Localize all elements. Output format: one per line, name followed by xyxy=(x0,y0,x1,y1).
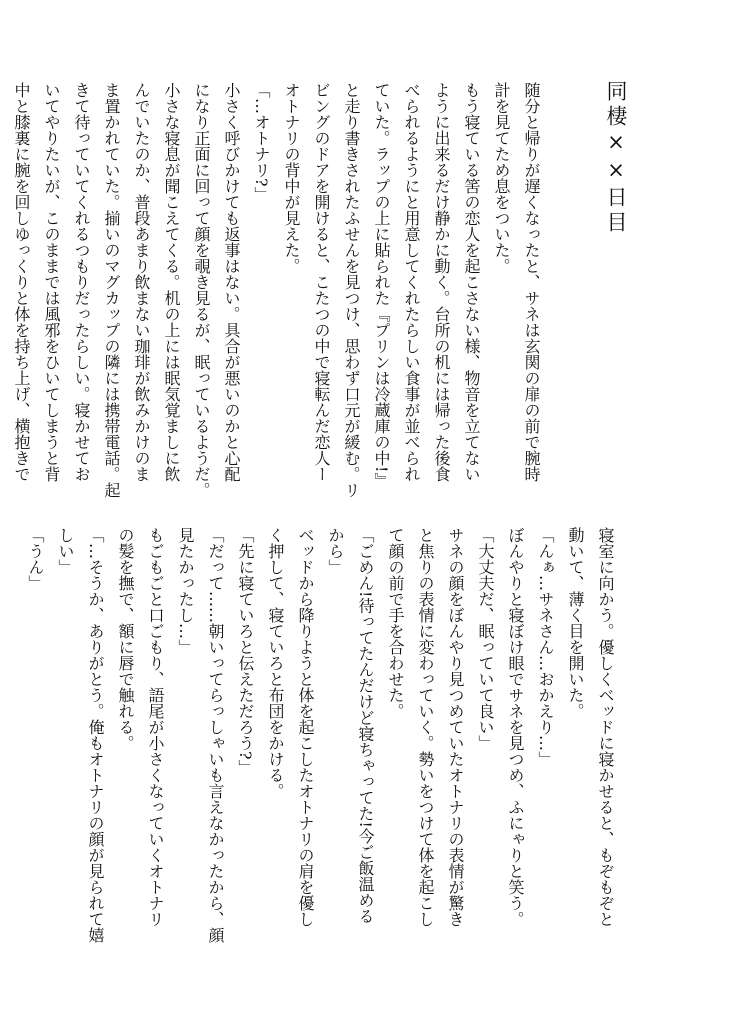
text-line: と焦りの表情に変わっていく。勢いをつけて体を起こし xyxy=(416,527,435,927)
text-line: いてやりたいが、このままでは風邪をひいてしまうと背 xyxy=(42,82,61,482)
text-line: 「…オトナリ?」 xyxy=(252,82,271,203)
body-text-bottom xyxy=(20,527,620,947)
text-line: く押して、寝ていろと布団をかける。 xyxy=(266,527,285,799)
page-title: 同棲××日目 xyxy=(604,80,628,236)
text-line: 「ごめん!待ってたんだけど寝ちゃってた!今ご飯温める xyxy=(356,527,375,924)
text-line: 寝室に向かう。優しくベッドに寝かせると、もぞもぞと xyxy=(596,527,615,927)
text-line: ぼんやりと寝ぼけ眼でサネを見つめ、ふにゃりと笑う。 xyxy=(506,527,525,927)
text-line: べられるようにと用意してくれたらしい食事が並べられ xyxy=(402,82,421,482)
text-line: ていた。ラップの上に貼られた『プリンは冷蔵庫の中!』 xyxy=(372,82,391,489)
text-line: て顔の前で手を合わせた。 xyxy=(386,527,405,719)
text-line: の髪を撫で、額に唇で触れる。 xyxy=(116,527,135,751)
text-line: 計を見てため息をついた。 xyxy=(492,82,511,274)
text-line: もう寝ている筈の恋人を起こさない様、物音を立てない xyxy=(462,82,481,482)
text-line: ように出来るだけ静かに動く。台所の机には帰った後食 xyxy=(432,82,451,482)
text-line: ビングのドアを開けると、こたつの中で寝転んだ恋人ー xyxy=(312,82,331,482)
text-line: 「んぁ…サネさん…おかえり…」 xyxy=(536,527,555,767)
text-line: 随分と帰りが遅くなったと、サネは玄関の扉の前で腕時 xyxy=(522,82,541,482)
text-line: 「うん」 xyxy=(26,527,45,591)
text-line: になり正面に回って顔を覗き見るが、眠っているようだ。 xyxy=(192,82,211,498)
text-line: 「先に寝ていろと伝えただろう?」 xyxy=(236,527,255,776)
text-line: 小さな寝息が聞こえてくる。机の上には眠気覚ましに飲 xyxy=(162,82,181,482)
text-line: から」 xyxy=(326,527,345,575)
text-line: ま置かれていた。揃いのマグカップの隣には携帯電話。起 xyxy=(102,82,121,498)
text-line: と走り書きされたふせんを見つけ、思わず口元が緩む。リ xyxy=(342,82,361,498)
text-line: きて待っていてくれるつもりだったらしい。寝かせてお xyxy=(72,82,91,482)
text-line: ベッドから降りようと体を起こしたオトナリの肩を優し xyxy=(296,527,315,927)
text-line: オトナリの背中が見えた。 xyxy=(282,82,301,274)
text-line: 「だって……朝いってらっしゃいも言えなかったから、顔 xyxy=(206,527,225,943)
text-line: サネの顔をぼんやり見つめていたオトナリの表情が驚き xyxy=(446,527,465,927)
text-line: もごもごと口ごもり、語尾が小さくなっていくオトナリ xyxy=(146,527,165,927)
text-line: しい」 xyxy=(56,527,75,575)
text-line: 「…そうか、ありがとう。俺もオトナリの顔が見られて嬉 xyxy=(86,527,105,943)
text-line: 動いて、薄く目を開いた。 xyxy=(566,527,585,719)
text-line: 小さく呼びかけても返事はない。具合が悪いのかと心配 xyxy=(222,82,241,482)
text-line: 中と膝裏に腕を回しゆっくりと体を持ち上げ、横抱きで xyxy=(12,82,31,482)
text-line: んでいたのか、普段あまり飲まない珈琲が飲みかけのま xyxy=(132,82,151,482)
text-line: 見たかったし…」 xyxy=(176,527,195,655)
body-text-top xyxy=(6,82,546,502)
text-line: 「大丈夫だ、眠っていて良い」 xyxy=(476,527,495,751)
